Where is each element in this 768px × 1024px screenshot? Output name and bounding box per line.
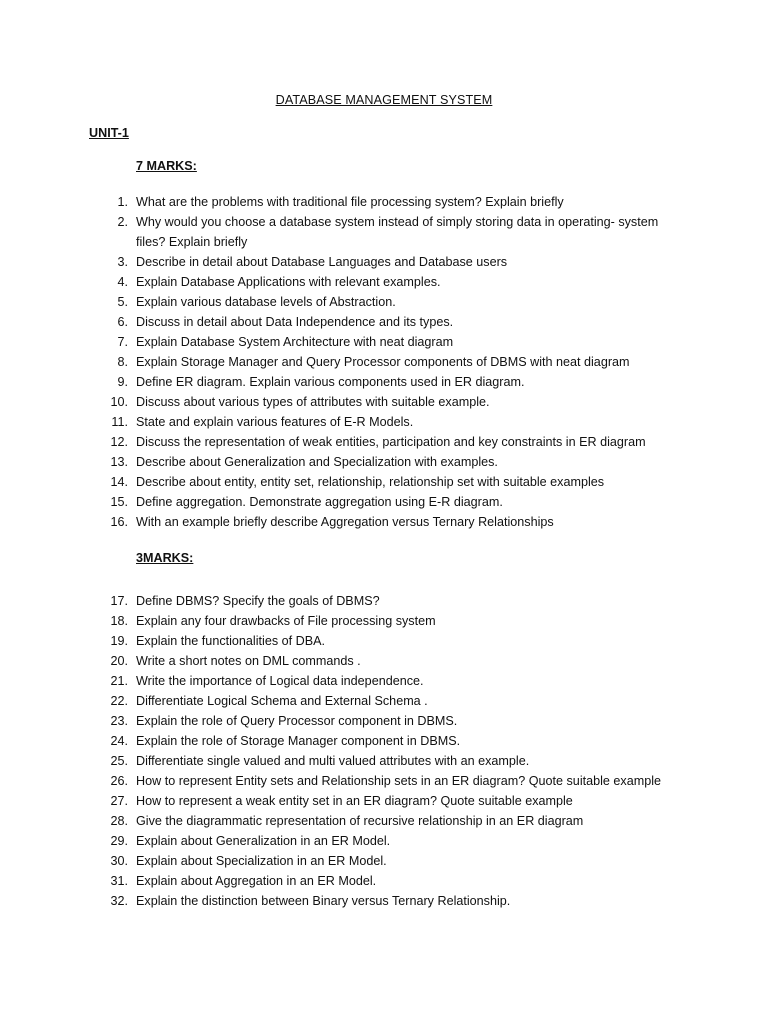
question-text: Explain the role of Query Processor component in DBMS.: [136, 714, 458, 728]
question-list-7-marks: [0, 192, 768, 532]
question-number: 23.: [110, 714, 128, 728]
question-number: 14.: [110, 475, 128, 489]
question-text: How to represent Entity sets and Relationship sets in an ER diagram? Quote suitable example: [136, 774, 662, 788]
unit-heading: UNIT-1: [89, 126, 129, 140]
question-item: [0, 512, 768, 532]
question-text: Define aggregation. Demonstrate aggregation using E-R diagram.: [136, 495, 503, 509]
question-item: [0, 472, 768, 492]
question-text: Explain the role of Storage Manager component in DBMS.: [136, 734, 461, 748]
question-number: 8.: [117, 355, 128, 369]
section-heading-3-marks: 3MARKS:: [136, 551, 194, 565]
question-number: 19.: [110, 634, 128, 648]
question-number: 12.: [110, 435, 128, 449]
question-item: [0, 771, 768, 791]
question-number: 32.: [110, 894, 128, 908]
question-item: [0, 751, 768, 771]
question-item: [0, 611, 768, 631]
question-item: [0, 352, 768, 372]
question-text: Explain about Specialization in an ER Model.: [136, 854, 387, 868]
question-text: Write a short notes on DML commands .: [136, 654, 361, 668]
question-item: [0, 212, 768, 252]
question-item: [0, 252, 768, 272]
question-number: 6.: [117, 315, 128, 329]
question-item: [0, 691, 768, 711]
document-title: DATABASE MANAGEMENT SYSTEM: [275, 93, 493, 107]
question-number: 22.: [110, 694, 128, 708]
question-item: [0, 312, 768, 332]
question-number: 29.: [110, 834, 128, 848]
question-text: Describe in detail about Database Languages and Database users: [136, 255, 508, 269]
question-text: Write the importance of Logical data independence.: [136, 674, 424, 688]
question-item: [0, 711, 768, 731]
question-item: [0, 811, 768, 831]
question-text: Explain about Generalization in an ER Model.: [136, 834, 391, 848]
question-item: [0, 392, 768, 412]
question-number: 7.: [117, 335, 128, 349]
question-text: Explain the functionalities of DBA.: [136, 634, 326, 648]
question-text: Explain various database levels of Abstraction.: [136, 295, 396, 309]
question-item: [0, 292, 768, 312]
question-text: How to represent a weak entity set in an ER diagram? Quote suitable example: [136, 794, 573, 808]
question-text: Explain Storage Manager and Query Processor components of DBMS with neat diagram: [136, 355, 630, 369]
question-number: 15.: [110, 495, 128, 509]
question-item: [0, 671, 768, 691]
question-text: What are the problems with traditional file processing system? Explain briefly: [136, 195, 564, 209]
question-number: 17.: [110, 594, 128, 608]
question-number: 24.: [110, 734, 128, 748]
question-number: 13.: [110, 455, 128, 469]
question-text: Discuss in detail about Data Independence and its types.: [136, 315, 454, 329]
question-item: [0, 651, 768, 671]
question-text: Discuss the representation of weak entities, participation and key constraints in ER diagram: [136, 435, 646, 449]
question-item: [0, 731, 768, 751]
question-text: Why would you choose a database system instead of simply storing data in operating- system files? Explain briefly: [136, 215, 659, 249]
question-text: With an example briefly describe Aggregation versus Ternary Relationships: [136, 515, 554, 529]
question-item: [0, 791, 768, 811]
question-number: 28.: [110, 814, 128, 828]
question-text: Explain the distinction between Binary versus Ternary Relationship.: [136, 894, 511, 908]
question-number: 16.: [110, 515, 128, 529]
question-number: 27.: [110, 794, 128, 808]
question-number: 5.: [117, 295, 128, 309]
question-number: 31.: [110, 874, 128, 888]
question-item: [0, 591, 768, 611]
question-number: 10.: [110, 395, 128, 409]
question-text: Differentiate Logical Schema and External Schema .: [136, 694, 428, 708]
question-text: Define ER diagram. Explain various components used in ER diagram.: [136, 375, 525, 389]
question-text: Give the diagrammatic representation of recursive relationship in an ER diagram: [136, 814, 584, 828]
question-text: Explain Database System Architecture with neat diagram: [136, 335, 454, 349]
question-item: [0, 192, 768, 212]
question-item: [0, 332, 768, 352]
question-text: Describe about entity, entity set, relationship, relationship set with suitable examples: [136, 475, 605, 489]
question-number: 26.: [110, 774, 128, 788]
question-text: Explain any four drawbacks of File processing system: [136, 614, 436, 628]
question-text: Explain about Aggregation in an ER Model.: [136, 874, 377, 888]
question-text: Explain Database Applications with relevant examples.: [136, 275, 441, 289]
question-number: 1.: [117, 195, 128, 209]
question-item: [0, 851, 768, 871]
question-item: [0, 372, 768, 392]
question-number: 20.: [110, 654, 128, 668]
question-item: [0, 412, 768, 432]
question-text: State and explain various features of E-R Models.: [136, 415, 414, 429]
question-item: [0, 831, 768, 851]
question-item: [0, 432, 768, 452]
question-number: 2.: [117, 215, 128, 229]
question-number: 9.: [117, 375, 128, 389]
question-item: [0, 871, 768, 891]
question-item: [0, 631, 768, 651]
question-text: Define DBMS? Specify the goals of DBMS?: [136, 594, 380, 608]
question-text: Differentiate single valued and multi valued attributes with an example.: [136, 754, 530, 768]
question-number: 4.: [117, 275, 128, 289]
question-number: 21.: [110, 674, 128, 688]
question-text: Describe about Generalization and Specialization with examples.: [136, 455, 498, 469]
question-number: 11.: [111, 415, 128, 429]
question-text: Discuss about various types of attributes with suitable example.: [136, 395, 490, 409]
question-item: [0, 452, 768, 472]
question-item: [0, 272, 768, 292]
question-item: [0, 492, 768, 512]
question-number: 30.: [110, 854, 128, 868]
question-item: [0, 891, 768, 911]
section-heading-7-marks: 7 MARKS:: [136, 159, 197, 173]
question-number: 3.: [117, 255, 128, 269]
question-number: 25.: [110, 754, 128, 768]
question-number: 18.: [110, 614, 128, 628]
question-list-3-marks: [0, 591, 768, 911]
